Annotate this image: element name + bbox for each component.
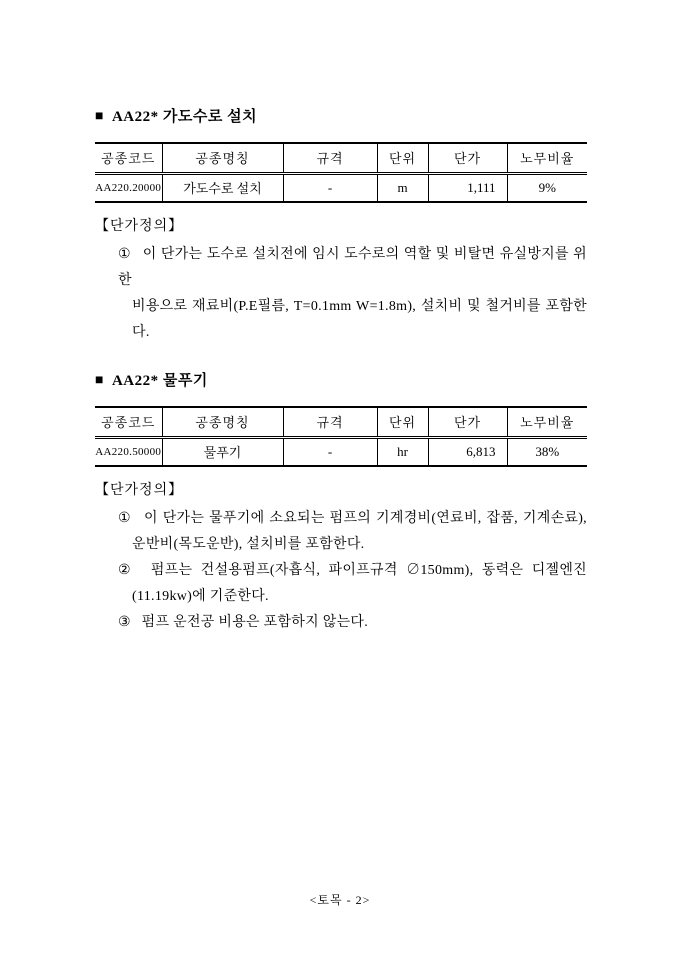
item-line — [118, 610, 587, 636]
cell-labor-ratio: 38% — [507, 437, 587, 466]
header-work-name: 공종명칭 — [162, 407, 283, 437]
spec-table — [95, 406, 587, 467]
item-line: 운반비(목도운반), 설치비를 포함한다. — [132, 537, 365, 552]
item-text: 이 단가는 물푸기에 소요되는 펌프의 기계경비(연료비, 잡품, 기계손료), — [143, 511, 587, 526]
definition-item — [118, 558, 587, 610]
item-line — [118, 558, 587, 584]
cell-labor-ratio: 9% — [507, 173, 587, 202]
table-row — [95, 173, 587, 202]
page-footer: <토목 - 2> — [309, 893, 371, 907]
header-unit: 단위 — [377, 407, 428, 437]
definition-heading: 【단가정의】 — [95, 483, 184, 498]
item-text: 이 단가는 도수로 설치전에 임시 도수로의 역할 및 비탈면 유실방지를 위한 — [118, 247, 587, 288]
header-labor-ratio: 노무비율 — [507, 143, 587, 173]
cell-spec: - — [283, 437, 377, 466]
square-bullet-icon: ■ — [95, 373, 104, 388]
item-line: (11.19kw)에 기준한다. — [132, 589, 269, 604]
header-work-code: 공종코드 — [95, 143, 162, 173]
table-header-row — [95, 143, 587, 173]
header-unit-price: 단가 — [428, 407, 507, 437]
section-title-text: AA22* 물푸기 — [111, 373, 208, 389]
table-header-row — [95, 407, 587, 437]
cell-unit-price: 6,813 — [428, 437, 507, 466]
item-line — [118, 506, 587, 532]
item-line — [118, 242, 587, 294]
definition-heading: 【단가정의】 — [95, 219, 184, 234]
header-labor-ratio: 노무비율 — [507, 407, 587, 437]
definition-item — [118, 242, 587, 346]
cell-unit: hr — [377, 437, 428, 466]
cell-work-code: AA220.50000 — [95, 445, 162, 458]
section-title — [95, 370, 587, 393]
cell-work-name: 물푸기 — [162, 437, 283, 466]
item-number: ③ — [118, 615, 131, 630]
page-content — [95, 0, 587, 636]
cell-work-name: 가도수로 설치 — [162, 173, 283, 202]
item-text: 펌프 운전공 비용은 포함하지 않는다. — [141, 615, 369, 630]
definition-items — [95, 506, 587, 636]
header-spec: 규격 — [283, 407, 377, 437]
section-title — [95, 106, 587, 129]
square-bullet-icon: ■ — [95, 109, 104, 124]
item-number: ① — [118, 511, 132, 526]
item-text: 펌프는 건설용펌프(자흡식, 파이프규격 ∅150mm), 동력은 디젤엔진 — [150, 563, 587, 578]
definition-item — [118, 610, 587, 636]
cell-unit-price: 1,111 — [428, 173, 507, 202]
cell-work-code: AA220.20000 — [95, 181, 162, 194]
header-unit: 단위 — [377, 143, 428, 173]
spec-table — [95, 142, 587, 203]
header-work-name: 공종명칭 — [162, 143, 283, 173]
header-unit-price: 단가 — [428, 143, 507, 173]
definition-item — [118, 506, 587, 558]
item-number: ② — [118, 563, 136, 578]
header-spec: 규격 — [283, 143, 377, 173]
definition-items — [95, 242, 587, 346]
item-number: ① — [118, 247, 132, 262]
table-row — [95, 437, 587, 466]
item-line: 비용으로 재료비(P.E필름, T=0.1mm W=1.8m), 설치비 및 철거비를 포함한다. — [132, 299, 587, 340]
cell-spec: - — [283, 173, 377, 202]
header-work-code: 공종코드 — [95, 407, 162, 437]
cell-unit: m — [377, 173, 428, 202]
section-title-text: AA22* 가도수로 설치 — [111, 109, 258, 125]
